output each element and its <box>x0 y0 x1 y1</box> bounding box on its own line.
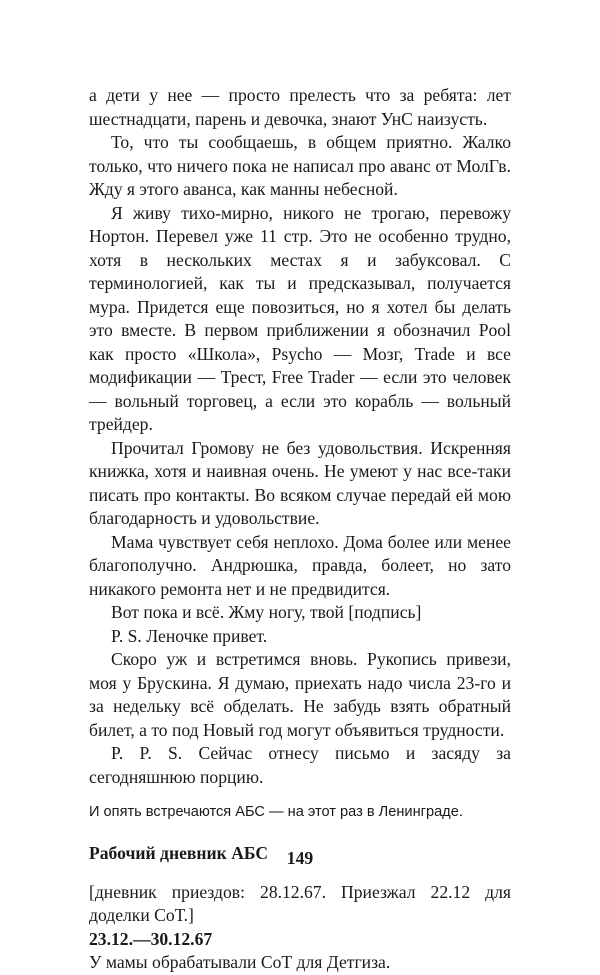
page-body <box>89 84 511 975</box>
letter-paragraph: а дети у нее — просто прелесть что за ребята: лет шестнадцати, парень и девочка, знают УнС наизусть. <box>89 85 511 129</box>
diary-date: 23.12.—30.12.67 <box>89 928 213 949</box>
letter-paragraph: Скоро уж и встретимся вновь. Рукопись привези, моя у Брускина. Я думаю, приехать надо числа 23-го и за недельку всё обделать. Не забудь взять обратный билет, а то под Новый год могут объявиться трудности. <box>89 649 511 740</box>
letter-postscript: P. P. S. Сейчас отнесу письмо и засяду за сегодняшнюю порцию. <box>89 743 511 787</box>
letter-paragraph: Мама чувствует себя неплохо. Дома более или менее благополучно. Андрюшка, правда, болеет, но зато никакого ремонта нет и не предвидится. <box>89 531 511 599</box>
section-heading: Рабочий дневник АБС <box>89 843 269 863</box>
page-number: 149 <box>286 848 314 868</box>
letter-signature: Вот пока и всё. Жму ногу, твой [подпись] <box>111 602 422 622</box>
letter-paragraph: То, что ты сообщаешь, в общем приятно. Жалко только, что ничего пока не написал про аванс от МолГв. Жду я этого аванса, как манны небесной. <box>89 132 511 199</box>
letter-paragraph: Прочитал Громову не без удовольствия. Искренняя книжка, хотя и наивная очень. Не умеют у нас все-таки писать про контакты. Во всяком случае передай ей мою благодарность и удовольствие. <box>89 437 511 528</box>
editorial-comment: И опять встречаются АБС — на этот раз в Ленинграде. <box>89 804 463 820</box>
letter-postscript: P. S. Леночке привет. <box>111 625 268 646</box>
diary-note: [дневник приездов: 28.12.67. Приезжал 22.12 для доделки СоТ.] <box>89 881 511 925</box>
letter-paragraph: Я живу тихо-мирно, никого не трогаю, перевожу Нортон. Перевел уже 11 стр. Это не особенно трудно, хотя в нескольких местах я и забуксовал. С терминологией, как ты и предсказывал, получается мура. Придется еще повозиться, но я хотел бы делать это вместе. В первом приближении я обозначил Pool как просто «Школа», Psycho — Мозг, Trade и все модификации — Трест, Free Trader — если это человек — вольный торговец, а если это корабль — вольный трейдер. <box>89 202 511 434</box>
diary-entry: У мамы обрабатывали СоТ для Детгиза. <box>89 952 391 972</box>
